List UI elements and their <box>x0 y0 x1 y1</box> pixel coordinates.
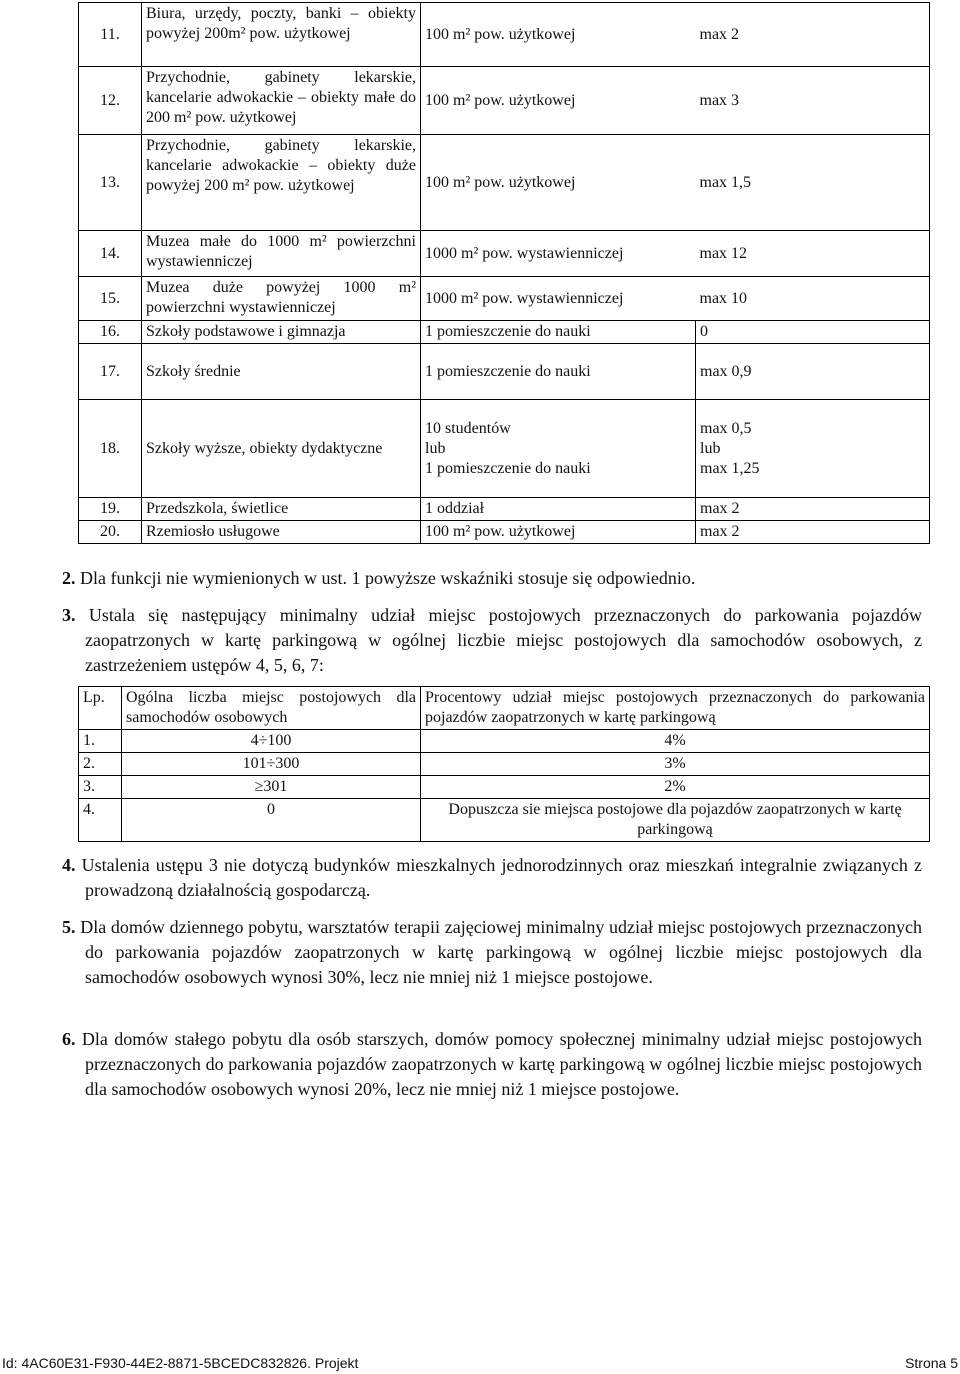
document-id: Id: 4AC60E31-F930-44E2-8871-5BCEDC832826. Projekt <box>2 1355 359 1371</box>
parking-rate: max 1,5 <box>696 135 930 231</box>
row-number: 14. <box>79 231 142 277</box>
paragraph-number: 5. <box>62 917 76 937</box>
object-type: Przychodnie, gabinety lekarskie, kancelarie adwokackie – obiekty duże powyżej 200 m² pow. użytkowej <box>142 135 421 231</box>
reference-unit: 1000 m² pow. wystawienniczej <box>421 231 696 277</box>
row-lp: 3. <box>79 776 122 799</box>
row-total: 0 <box>122 799 421 842</box>
object-type: Szkoły podstawowe i gimnazja <box>142 321 421 344</box>
paragraph-number: 3. <box>62 605 76 625</box>
object-type: Szkoły wyższe, obiekty dydaktyczne <box>142 400 421 498</box>
row-number: 12. <box>79 67 142 135</box>
row-share: Dopuszcza sie miejsca postojowe dla pojazdów zaopatrzonych w kartę parkingową <box>421 799 930 842</box>
rate-line: lub <box>700 439 721 457</box>
table-row <box>79 135 930 231</box>
paragraph-number: 4. <box>62 855 76 875</box>
reference-unit: 1 pomieszczenie do nauki <box>421 321 696 344</box>
object-type: Biura, urzędy, poczty, banki – obiekty powyżej 200m² pow. użytkowej <box>142 3 421 67</box>
row-lp: 4. <box>79 799 122 842</box>
row-total: 101÷300 <box>122 753 421 776</box>
parking-rate: max 2 <box>696 3 930 67</box>
norm-line: lub <box>425 439 446 457</box>
reference-unit: 100 m² pow. użytkowej <box>421 3 696 67</box>
row-total: 4÷100 <box>122 730 421 753</box>
paragraph-text: Dla funkcji nie wymienionych w ust. 1 powyższe wskaźniki stosuje się odpowiednio. <box>80 568 696 588</box>
reference-unit: 100 m² pow. użytkowej <box>421 67 696 135</box>
object-type: Muzea małe do 1000 m² powierzchni wystawienniczej <box>142 231 421 277</box>
row-number: 13. <box>79 135 142 231</box>
parking-rate: max 10 <box>696 277 930 321</box>
row-share: 4% <box>421 730 930 753</box>
rate-line: max 0,5 <box>700 419 752 437</box>
table-row <box>79 730 930 753</box>
table-row <box>79 521 930 544</box>
paragraph-5 <box>62 915 922 990</box>
reference-unit: 1 oddział <box>421 498 696 521</box>
row-lp: 1. <box>79 730 122 753</box>
table-header-row <box>79 687 930 730</box>
paragraph-2 <box>62 566 922 591</box>
header-total: Ogólna liczba miejsc postojowych dla samochodów osobowych <box>122 687 421 730</box>
table-row <box>79 3 930 67</box>
row-lp: 2. <box>79 753 122 776</box>
parking-rate: max 12 <box>696 231 930 277</box>
table-row <box>79 776 930 799</box>
reference-unit: 1000 m² pow. wystawienniczej <box>421 277 696 321</box>
paragraph-number: 2. <box>62 568 76 588</box>
table-row <box>79 67 930 135</box>
row-number: 20. <box>79 521 142 544</box>
paragraph-3 <box>62 603 922 678</box>
row-number: 15. <box>79 277 142 321</box>
object-type: Przychodnie, gabinety lekarskie, kancelarie adwokackie – obiekty małe do 200 m² pow. użytkowej <box>142 67 421 135</box>
accessible-parking-table <box>78 686 930 842</box>
reference-unit: 100 m² pow. użytkowej <box>421 521 696 544</box>
header-lp: Lp. <box>79 687 122 730</box>
paragraph-4 <box>62 853 922 903</box>
row-number: 11. <box>79 3 142 67</box>
table-row <box>79 753 930 776</box>
parking-rate: max 2 <box>696 521 930 544</box>
rate-line: max 1,25 <box>700 459 760 477</box>
table-row <box>79 344 930 400</box>
row-number: 19. <box>79 498 142 521</box>
table-row <box>79 277 930 321</box>
row-number: 16. <box>79 321 142 344</box>
parking-rate: 0 <box>696 321 930 344</box>
paragraph-text: Dla domów dziennego pobytu, warsztatów terapii zajęciowej minimalny udział miejsc postojowych przeznaczonych do parkowania pojazdów zaopatrzonych w kartę parkingową w ogólnej liczbie miejsc postojowych dla samochodów osobowych wynosi 30%, lecz nie mniej niż 1 miejsce postojowe. <box>80 917 923 987</box>
paragraph-text: Ustala się następujący minimalny udział miejsc postojowych przeznaczonych do parkowania pojazdów zaopatrzonych w kartę parkingową w ogólnej liczbie miejsc postojowych dla samochodów osobowych, z zastrzeżeniem ustępów 4, 5, 6, 7: <box>85 605 922 675</box>
parking-rate: max 0,9 <box>696 344 930 400</box>
table-row <box>79 231 930 277</box>
reference-unit: 1 pomieszczenie do nauki <box>421 344 696 400</box>
page-number: Strona 5 <box>905 1355 958 1371</box>
header-share: Procentowy udział miejsc postojowych przeznaczonych do parkowania pojazdów zaopatrzonych w kartę parkingową <box>421 687 930 730</box>
paragraph-6 <box>62 1027 922 1102</box>
norm-line: 1 pomieszczenie do nauki <box>425 459 591 477</box>
row-share: 2% <box>421 776 930 799</box>
table-row <box>79 321 930 344</box>
paragraph-number: 6. <box>62 1029 76 1049</box>
row-total: ≥301 <box>122 776 421 799</box>
table-row <box>79 799 930 842</box>
paragraph-text: Dla domów stałego pobytu dla osób starszych, domów pomocy społecznej minimalny udział miejsc postojowych przeznaczonych do parkowania pojazdów zaopatrzonych w kartę parkingową w ogólnej liczbie miejsc postojowych dla samochodów osobowych wynosi 20%, lecz nie mniej niż 1 miejsce postojowe. <box>81 1029 923 1099</box>
table-row <box>79 400 930 498</box>
parking-rate: max 3 <box>696 67 930 135</box>
row-number: 18. <box>79 400 142 498</box>
object-type: Szkoły średnie <box>142 344 421 400</box>
reference-unit <box>421 400 696 498</box>
standards-table <box>78 2 930 544</box>
paragraph-text: Ustalenia ustępu 3 nie dotyczą budynków mieszkalnych jednorodzinnych oraz mieszkań integralnie związanych z prowadzoną działalnością gospodarczą. <box>81 855 922 900</box>
object-type: Muzea duże powyżej 1000 m² powierzchni wystawienniczej <box>142 277 421 321</box>
reference-unit: 100 m² pow. użytkowej <box>421 135 696 231</box>
row-number: 17. <box>79 344 142 400</box>
parking-rate: max 2 <box>696 498 930 521</box>
object-type: Rzemiosło usługowe <box>142 521 421 544</box>
parking-rate <box>696 400 930 498</box>
object-type: Przedszkola, świetlice <box>142 498 421 521</box>
row-share: 3% <box>421 753 930 776</box>
table-row <box>79 498 930 521</box>
norm-line: 10 studentów <box>425 419 511 437</box>
